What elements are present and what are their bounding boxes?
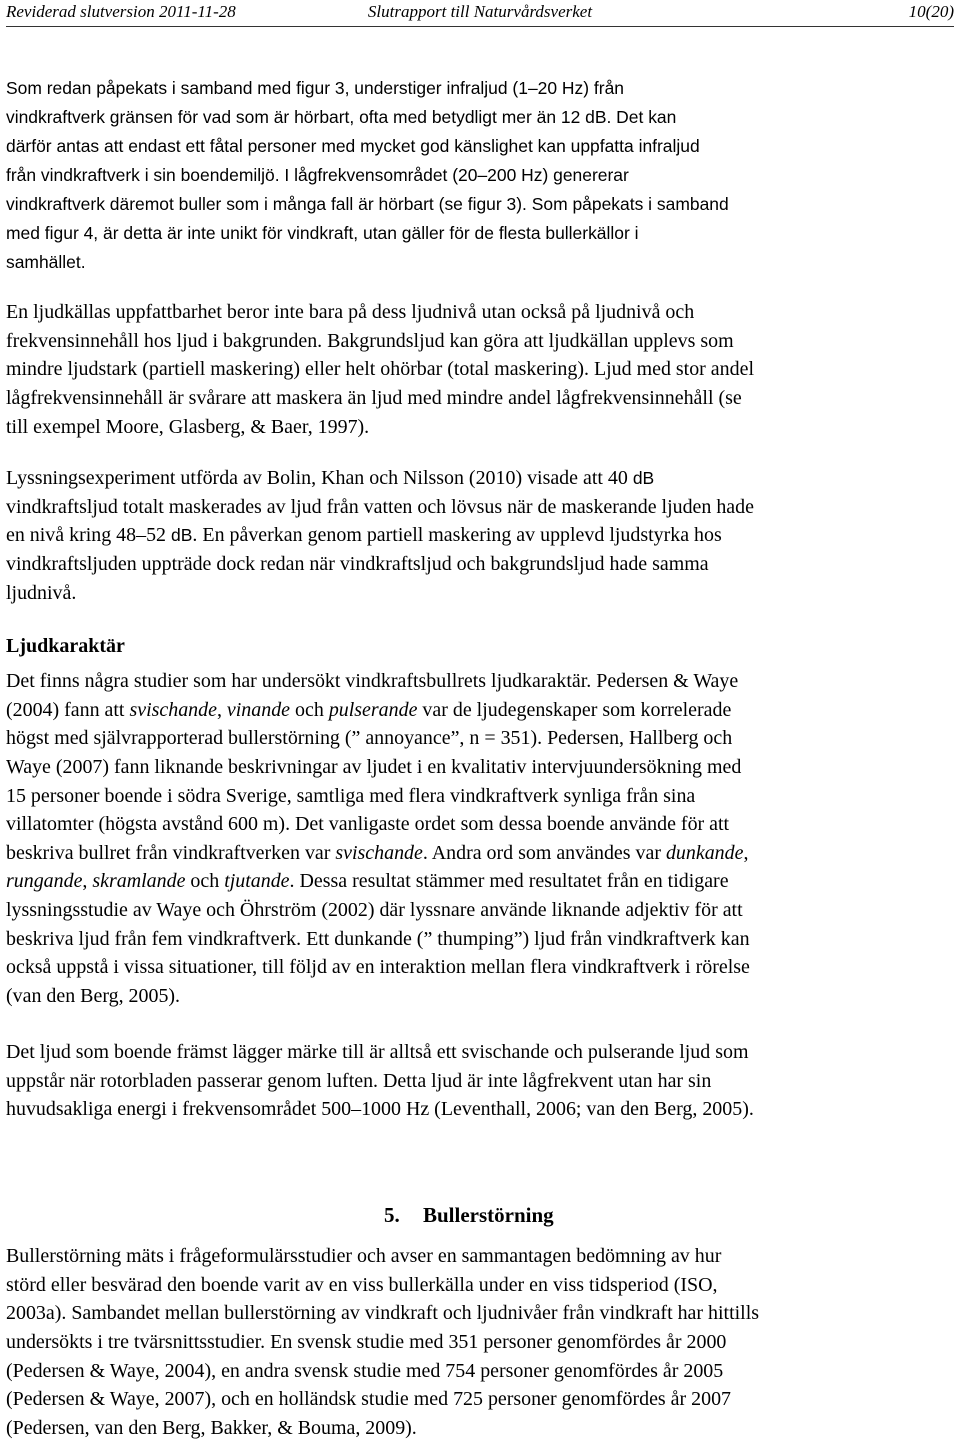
paragraph-line: vindkraftverk däremot buller som i många fall är hörbart (se figur 3). Som påpekats i samband — [6, 194, 729, 214]
italic-term: vinande — [226, 698, 291, 721]
paragraph-line: vindkraftsljud totalt maskerades av ljud från vatten och lövsus när de maskerande ljuden hade — [6, 495, 754, 518]
paragraph-line: därför antas att endast ett fåtal personer med mycket god känslighet kan uppfatta infraljud — [6, 136, 700, 156]
paragraph-sound-character — [6, 667, 958, 1011]
paragraph-line: vindkraftverk gränsen för vad som är hörbart, ofta med betydligt mer än 12 dB. Det kan — [6, 107, 677, 127]
header-revision: Reviderad slutversion 2011-11-28 — [6, 2, 236, 21]
text-segment: Lyssningsexperiment utförda av Bolin, Khan och Nilsson (2010) visade att 40 — [6, 467, 633, 489]
paragraph-line: (Pedersen, van den Berg, Bakker, & Bouma, 2009). — [6, 1416, 417, 1439]
text-segment: beskriva bullret från vindkraftverken var — [6, 841, 336, 864]
paragraph-line: Waye (2007) fann liknande beskrivningar av ljudet i en kvalitativ intervjuundersökning med — [6, 755, 742, 778]
unit-db: dB — [171, 525, 193, 546]
text-segment: en nivå kring 48–52 — [6, 524, 172, 547]
paragraph-line — [6, 867, 958, 896]
text-segment: , — [216, 698, 227, 721]
paragraph-line: undersökts i tre tvärsnittsstudier. En svensk studie med 351 personer genomfördes år 2000 — [6, 1330, 727, 1353]
text-segment: . Andra ord som användes var — [422, 841, 666, 864]
paragraph-line — [6, 521, 958, 550]
paragraph-line: från vindkraftverk i sin boendemiljö. I lågfrekvensområdet (20–200 Hz) genererar — [6, 165, 629, 185]
section-heading-ljudkaraktar: Ljudkaraktär — [6, 635, 125, 657]
paragraph-line: högst med självrapporterad bullerstörning (” annoyance”, n = 351). Pedersen, Hallberg och — [6, 727, 733, 750]
paragraph-line: också uppstå i vissa situationer, till följd av en interaktion mellan flera vindkraftverk i rörelse — [6, 956, 750, 979]
paragraph-line: samhället. — [6, 252, 86, 272]
paragraph-line: vindkraftsljuden uppträde dock redan när vindkraftsljud och bakgrundsljud hade samma — [6, 552, 709, 575]
paragraph-line: villatomter (högsta avstånd 600 m). Det vanligaste ordet som dessa boende använde för att — [6, 813, 730, 836]
text-segment: och — [290, 698, 329, 721]
italic-term: rungande — [6, 870, 83, 893]
paragraph-line: till exempel Moore, Glasberg, & Baer, 1997). — [6, 415, 370, 438]
paragraph-line: med figur 4, är detta är inte unikt för vindkraft, utan gäller för de flesta bullerkällor i — [6, 223, 639, 243]
paragraph-infrasound — [6, 74, 958, 277]
italic-term: dunkande — [665, 841, 744, 864]
paragraph-line: störd eller besvärad den boende varit av en viss bullerkälla under en viss tidsperiod (ISO, — [6, 1273, 718, 1296]
paragraph-line: ljudnivå. — [6, 581, 77, 604]
unit-db: dB — [632, 468, 655, 488]
section-title: Bullerstörning — [423, 1203, 554, 1227]
header-rule — [6, 26, 954, 27]
italic-term: pulserande — [328, 698, 418, 721]
text-segment: var de ljudegenskaper som korrelerade — [417, 698, 732, 721]
paragraph-line: (Pedersen & Waye, 2007), och en holländsk studie med 725 personer genomfördes år 2007 — [6, 1388, 732, 1411]
paragraph-line — [6, 696, 958, 725]
italic-term: skramlande — [92, 870, 186, 893]
paragraph-line: En ljudkällas uppfattbarhet beror inte bara på dess ljudnivå utan också på ljudnivå och — [6, 301, 695, 323]
italic-term: svischande — [335, 841, 423, 864]
paragraph-line: (van den Berg, 2005). — [6, 985, 181, 1008]
text-segment: . En påverkan genom partiell maskering av upplevd ljudstyrka hos — [192, 524, 722, 547]
paragraph-line: Bullerstörning mäts i frågeformulärsstudier och avser en sammantagen bedömning av hur — [6, 1245, 722, 1267]
paragraph-swishing-sound — [6, 1038, 958, 1124]
text-segment: , — [743, 841, 749, 864]
paragraph-line: (Pedersen & Waye, 2004), en andra svensk studie med 754 personer genomfördes år 2005 — [6, 1359, 724, 1382]
text-segment: (2004) fann att — [6, 698, 130, 721]
section-heading-bullerstorning — [384, 1199, 554, 1231]
paragraph-line: beskriva ljud från fem vindkraftverk. Ett dunkande (” thumping”) ljud från vindkraftverk kan — [6, 927, 750, 950]
paragraph-line: mindre ljudstark (partiell maskering) eller helt ohörbar (total maskering). Ljud med stor andel — [6, 358, 754, 381]
paragraph-line: uppstår när rotorbladen passerar genom luften. Detta ljud är inte lågfrekvent utan har sin — [6, 1069, 712, 1092]
header-report-title: Slutrapport till Naturvårdsverket — [367, 2, 593, 21]
paragraph-noise-annoyance — [6, 1242, 958, 1442]
paragraph-perceptibility — [6, 298, 958, 441]
text-segment: . Dessa resultat stämmer med resultatet från en tidigare — [289, 870, 729, 893]
paragraph-line: lyssningsstudie av Waye och Öhrström (2002) där lyssnare använde liknande adjektiv för att — [6, 899, 743, 922]
paragraph-line — [6, 839, 958, 868]
paragraph-line: Som redan påpekats i samband med figur 3, understiger infraljud (1–20 Hz) från — [6, 78, 624, 98]
text-segment: och — [185, 870, 225, 893]
section-number: 5. — [384, 1203, 400, 1227]
paragraph-line: lågfrekvensinnehåll är svårare att maskera än ljud med mindre andel lågfrekvensinnehåll (se — [6, 386, 742, 409]
paragraph-line: frekvensinnehåll hos ljud i bakgrunden. Bakgrundsljud kan göra att ljudkällan upplevs som — [6, 329, 734, 352]
paragraph-line: Det finns några studier som har undersökt vindkraftsbullrets ljudkaraktär. Pedersen & Waye — [6, 670, 739, 692]
paragraph-line: Det ljud som boende främst lägger märke till är alltså ett svischande och pulserande ljud som — [6, 1041, 749, 1063]
paragraph-masking-experiment — [6, 464, 958, 607]
header-page-number: 10(20) — [908, 2, 954, 21]
paragraph-line: 15 personer boende i södra Sverige, samtliga med flera vindkraftverk synliga från sina — [6, 784, 696, 807]
paragraph-line: huvudsakliga energi i frekvensområdet 500–1000 Hz (Leventhall, 2006; van den Berg, 2005). — [6, 1098, 754, 1121]
text-segment: , — [82, 870, 93, 893]
italic-term: svischande — [129, 698, 217, 721]
paragraph-line: 2003a). Sambandet mellan bullerstörning av vindkraft och ljudnivåer från vindkraft har hittills — [6, 1302, 759, 1325]
italic-term: tjutande — [224, 870, 290, 893]
paragraph-line — [6, 464, 958, 493]
